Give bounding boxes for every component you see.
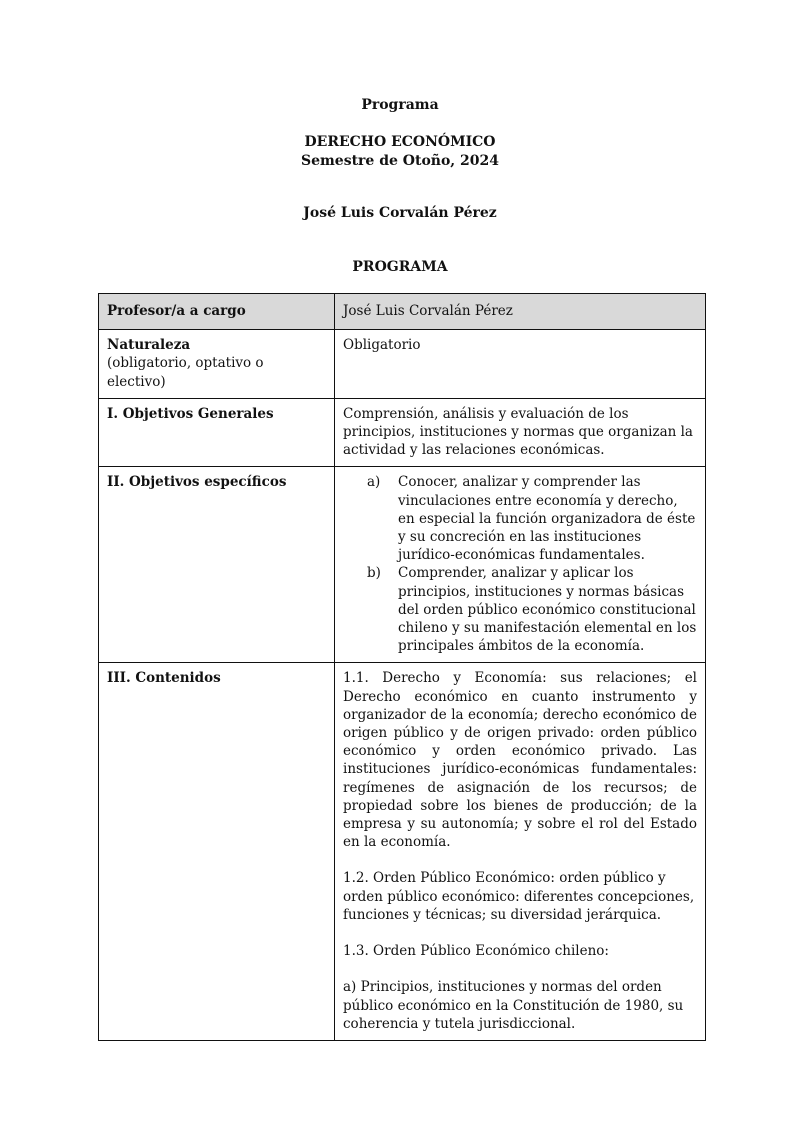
- semester: Semestre de Otoño, 2024: [300, 153, 500, 169]
- course-name: DERECHO ECONÓMICO: [304, 134, 496, 150]
- list-item-text: Comprender, analizar y aplicar los principios, instituciones y normas básicas del orden público económico constitucional chileno y su manifestación elemental en los principales ámbitos de la economía.: [398, 565, 697, 655]
- nature-value-cell: [335, 330, 706, 399]
- contents-paragraph: 1.3. Orden Público Económico chileno:: [343, 943, 609, 960]
- document-title: Programa: [361, 97, 439, 113]
- specific-objectives-row: [99, 467, 706, 663]
- nature-label: Naturaleza: [107, 337, 191, 354]
- professor-name: José Luis Corvalán Pérez: [303, 205, 497, 221]
- list-item: [367, 473, 697, 564]
- contents-label: III. Contenidos: [107, 670, 221, 687]
- list-marker: b): [367, 565, 381, 582]
- contents-paragraph: a) Principios, instituciones y normas del orden público económico en la Constitución de 1980, su coherencia y tutela jurisdiccional.: [343, 979, 684, 1032]
- section-title: PROGRAMA: [352, 259, 448, 275]
- list-marker: a): [367, 474, 381, 491]
- specific-objectives-label: II. Objetivos específicos: [107, 474, 287, 491]
- general-objectives-row: [99, 398, 706, 467]
- contents-paragraph: 1.2. Orden Público Económico: orden público y orden público económico: diferentes concepciones, funciones y técnicas; su diversidad jerárquica.: [343, 870, 695, 923]
- specific-objectives-value-cell: [335, 467, 706, 663]
- nature-value: Obligatorio: [343, 337, 421, 354]
- nature-row: [99, 330, 706, 399]
- professor-row: [99, 294, 706, 330]
- nature-sublabel: (obligatorio, optativo o electivo): [107, 355, 264, 390]
- professor-label: Profesor/a a cargo: [107, 303, 246, 319]
- specific-objectives-list: [343, 473, 697, 655]
- contents-row: [99, 663, 706, 1040]
- professor-label-cell: [99, 294, 335, 330]
- professor-value: José Luis Corvalán Pérez: [343, 303, 513, 319]
- general-objectives-label: I. Objetivos Generales: [107, 405, 274, 422]
- general-objectives-text: Comprensión, análisis y evaluación de los principios, instituciones y normas que organizan la actividad y las relaciones económicas.: [343, 405, 693, 459]
- specific-objectives-label-cell: [99, 467, 335, 663]
- general-objectives-value-cell: [335, 398, 706, 467]
- list-item-text: Conocer, analizar y comprender las vinculaciones entre economía y derecho, en especial la función organizadora de éste y su concreción en las instituciones jurídico-económicas fundamentales.: [398, 474, 696, 564]
- contents-value-cell: [335, 663, 706, 1040]
- list-item: [367, 564, 697, 655]
- nature-label-cell: [99, 330, 335, 399]
- program-table: [98, 293, 706, 1041]
- contents-paragraph: 1.1. Derecho y Economía: sus relaciones; el Derecho económico en cuanto instrumento y organizador de la economía; derecho económico de origen público y de origen privado: orden público económico y orden económico privado. Las instituciones jurídico-económicas fundamentales: regímenes de asignación de los recursos; de propiedad sobre los bienes de producción; de la empresa y su autonomía; y sobre el rol del Estado en la economía.: [343, 670, 697, 851]
- general-objectives-label-cell: [99, 398, 335, 467]
- professor-value-cell: [335, 294, 706, 330]
- contents-label-cell: [99, 663, 335, 1040]
